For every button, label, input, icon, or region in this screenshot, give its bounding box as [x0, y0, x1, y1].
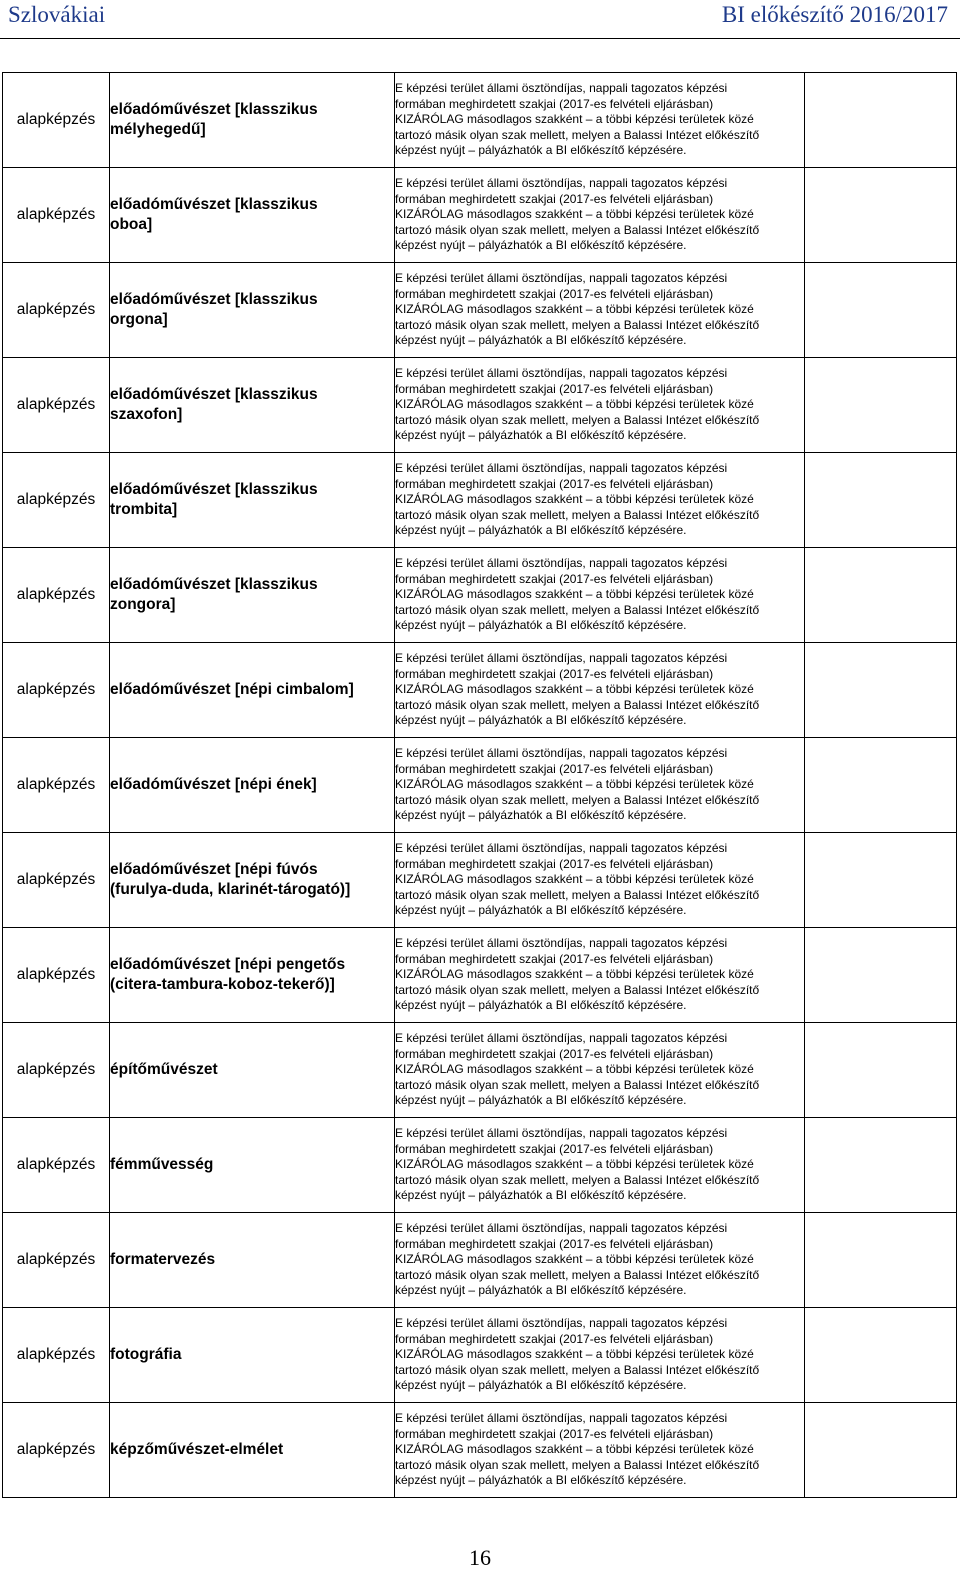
program-name-cell — [110, 358, 395, 453]
eligibility-note-line: formában meghirdetett szakjai (2017-es felvételi eljárásban) — [395, 951, 714, 966]
eligibility-note-line: képzést nyújt – pályázhatók a BI előkészítő képzésére. — [395, 998, 687, 1013]
table-row — [3, 453, 957, 548]
program-name-line: trombita] — [110, 501, 178, 518]
program-name-cell — [110, 928, 395, 1023]
eligibility-note-line: E képzési terület állami ösztöndíjas, nappali tagozatos képzési — [395, 1031, 728, 1046]
empty-cell — [805, 738, 957, 833]
empty-cell — [805, 1213, 957, 1308]
empty-cell — [805, 1023, 957, 1118]
eligibility-note-line: képzést nyújt – pályázhatók a BI előkészítő képzésére. — [395, 903, 687, 918]
program-name-cell — [110, 1403, 395, 1498]
eligibility-note-line: tartozó másik olyan szak mellett, melyen a Balassi Intézet előkészítő — [395, 317, 760, 332]
eligibility-note-line: formában meghirdetett szakjai (2017-es felvételi eljárásban) — [395, 286, 714, 301]
eligibility-note-line: formában meghirdetett szakjai (2017-es felvételi eljárásban) — [395, 856, 714, 871]
program-name-line: mélyhegedű] — [110, 121, 206, 138]
program-name-line: képzőművészet-elmélet — [110, 1441, 284, 1458]
eligibility-note-line: E képzési terület állami ösztöndíjas, nappali tagozatos képzési — [395, 746, 728, 761]
eligibility-note-line: KIZÁRÓLAG másodlagos szakként – a többi képzési területek közé — [395, 587, 754, 602]
program-name-line: előadóművészet [népi fúvós — [110, 861, 318, 878]
program-name-line: előadóművészet [népi ének] — [110, 776, 317, 793]
training-level-cell: alapképzés — [3, 1403, 110, 1498]
program-name-cell — [110, 738, 395, 833]
eligibility-note-line: E képzési terület állami ösztöndíjas, nappali tagozatos képzési — [395, 366, 728, 381]
table-row — [3, 1213, 957, 1308]
eligibility-note-line: képzést nyújt – pályázhatók a BI előkészítő képzésére. — [395, 1473, 687, 1488]
eligibility-note-line: E képzési terület állami ösztöndíjas, nappali tagozatos képzési — [395, 176, 728, 191]
program-name-line: előadóművészet [klasszikus — [110, 101, 318, 118]
eligibility-note-line: E képzési terület állami ösztöndíjas, nappali tagozatos képzési — [395, 1411, 728, 1426]
eligibility-note-line: KIZÁRÓLAG másodlagos szakként – a többi képzési területek közé — [395, 492, 754, 507]
eligibility-note-cell — [395, 453, 805, 548]
table-row — [3, 833, 957, 928]
eligibility-note-line: formában meghirdetett szakjai (2017-es felvételi eljárásban) — [395, 1141, 714, 1156]
training-level-cell: alapképzés — [3, 548, 110, 643]
eligibility-note-line: képzést nyújt – pályázhatók a BI előkészítő képzésére. — [395, 143, 687, 158]
eligibility-note-line: E képzési terület állami ösztöndíjas, nappali tagozatos képzési — [395, 556, 728, 571]
eligibility-note-line: tartozó másik olyan szak mellett, melyen a Balassi Intézet előkészítő — [395, 1362, 760, 1377]
header-right-title: BI előkészítő 2016/2017 — [721, 2, 948, 27]
eligibility-note-line: tartozó másik olyan szak mellett, melyen a Balassi Intézet előkészítő — [395, 127, 760, 142]
program-name-line: fotográfia — [110, 1346, 182, 1363]
program-name-line: előadóművészet [klasszikus — [110, 481, 318, 498]
eligibility-note-line: formában meghirdetett szakjai (2017-es felvételi eljárásban) — [395, 761, 714, 776]
program-name-cell — [110, 833, 395, 928]
training-level-cell: alapképzés — [3, 1308, 110, 1403]
empty-cell — [805, 358, 957, 453]
empty-cell — [805, 1118, 957, 1213]
program-name-line: formatervezés — [110, 1251, 216, 1268]
eligibility-note-line: tartozó másik olyan szak mellett, melyen a Balassi Intézet előkészítő — [395, 1172, 760, 1187]
training-level-cell: alapképzés — [3, 453, 110, 548]
program-name-cell — [110, 548, 395, 643]
table-row — [3, 928, 957, 1023]
empty-cell — [805, 1403, 957, 1498]
eligibility-note-line: formában meghirdetett szakjai (2017-es felvételi eljárásban) — [395, 1236, 714, 1251]
eligibility-note-line: KIZÁRÓLAG másodlagos szakként – a többi képzési területek közé — [395, 1157, 754, 1172]
eligibility-note-line: tartozó másik olyan szak mellett, melyen a Balassi Intézet előkészítő — [395, 602, 760, 617]
eligibility-note-cell — [395, 1023, 805, 1118]
empty-cell — [805, 643, 957, 738]
eligibility-note-line: KIZÁRÓLAG másodlagos szakként – a többi képzési területek közé — [395, 1347, 754, 1362]
program-name-line: oboa] — [110, 216, 153, 233]
table-row — [3, 358, 957, 453]
table-row — [3, 738, 957, 833]
empty-cell — [805, 453, 957, 548]
eligibility-note-line: formában meghirdetett szakjai (2017-es felvételi eljárásban) — [395, 476, 714, 491]
training-level-cell: alapképzés — [3, 1213, 110, 1308]
eligibility-note-line: KIZÁRÓLAG másodlagos szakként – a többi képzési területek közé — [395, 302, 754, 317]
eligibility-note-line: képzést nyújt – pályázhatók a BI előkészítő képzésére. — [395, 1093, 687, 1108]
program-name-cell — [110, 168, 395, 263]
program-name-line: építőművészet — [110, 1061, 218, 1078]
eligibility-note-line: KIZÁRÓLAG másodlagos szakként – a többi képzési területek közé — [395, 872, 754, 887]
training-level-cell: alapképzés — [3, 1023, 110, 1118]
program-name-line: orgona] — [110, 311, 168, 328]
program-name-line: előadóművészet [klasszikus — [110, 386, 318, 403]
eligibility-note-line: E képzési terület állami ösztöndíjas, nappali tagozatos képzési — [395, 271, 728, 286]
eligibility-note-line: formában meghirdetett szakjai (2017-es felvételi eljárásban) — [395, 571, 714, 586]
program-name-line: (citera-tambura-koboz-tekerő)] — [110, 976, 335, 993]
eligibility-note-line: képzést nyújt – pályázhatók a BI előkészítő képzésére. — [395, 1283, 687, 1298]
eligibility-note-cell — [395, 643, 805, 738]
eligibility-note-line: E képzési terület állami ösztöndíjas, nappali tagozatos képzési — [395, 81, 728, 96]
eligibility-note-cell — [395, 738, 805, 833]
eligibility-note-cell — [395, 548, 805, 643]
program-name-line: zongora] — [110, 596, 176, 613]
eligibility-note-line: KIZÁRÓLAG másodlagos szakként – a többi képzési területek közé — [395, 682, 754, 697]
program-name-cell — [110, 73, 395, 168]
eligibility-note-line: E képzési terület állami ösztöndíjas, nappali tagozatos képzési — [395, 1316, 728, 1331]
eligibility-note-line: formában meghirdetett szakjai (2017-es felvételi eljárásban) — [395, 666, 714, 681]
eligibility-note-line: formában meghirdetett szakjai (2017-es felvételi eljárásban) — [395, 191, 714, 206]
empty-cell — [805, 833, 957, 928]
training-level-cell: alapképzés — [3, 833, 110, 928]
table-row — [3, 1023, 957, 1118]
table-row — [3, 1403, 957, 1498]
program-name-line: előadóművészet [népi cimbalom] — [110, 681, 354, 698]
eligibility-note-line: tartozó másik olyan szak mellett, melyen a Balassi Intézet előkészítő — [395, 887, 760, 902]
page-number: 16 — [469, 1545, 491, 1570]
eligibility-note-line: képzést nyújt – pályázhatók a BI előkészítő képzésére. — [395, 523, 687, 538]
eligibility-note-line: KIZÁRÓLAG másodlagos szakként – a többi képzési területek közé — [395, 777, 754, 792]
programs-table-body — [3, 73, 957, 1498]
eligibility-note-line: KIZÁRÓLAG másodlagos szakként – a többi képzési területek közé — [395, 1442, 754, 1457]
eligibility-note-line: KIZÁRÓLAG másodlagos szakként – a többi képzési területek közé — [395, 1062, 754, 1077]
program-name-cell — [110, 1308, 395, 1403]
eligibility-note-line: formában meghirdetett szakjai (2017-es felvételi eljárásban) — [395, 381, 714, 396]
training-level-cell: alapképzés — [3, 643, 110, 738]
eligibility-note-cell — [395, 1403, 805, 1498]
empty-cell — [805, 168, 957, 263]
training-level-cell: alapképzés — [3, 358, 110, 453]
eligibility-note-line: képzést nyújt – pályázhatók a BI előkészítő képzésére. — [395, 428, 687, 443]
eligibility-note-cell — [395, 928, 805, 1023]
eligibility-note-line: KIZÁRÓLAG másodlagos szakként – a többi képzési területek közé — [395, 967, 754, 982]
eligibility-note-line: tartozó másik olyan szak mellett, melyen a Balassi Intézet előkészítő — [395, 1077, 760, 1092]
eligibility-note-cell — [395, 358, 805, 453]
training-level-cell: alapképzés — [3, 263, 110, 358]
programs-table — [2, 72, 957, 1498]
eligibility-note-line: tartozó másik olyan szak mellett, melyen a Balassi Intézet előkészítő — [395, 982, 760, 997]
eligibility-note-line: E képzési terület állami ösztöndíjas, nappali tagozatos képzési — [395, 1221, 728, 1236]
eligibility-note-line: formában meghirdetett szakjai (2017-es felvételi eljárásban) — [395, 1046, 714, 1061]
eligibility-note-line: képzést nyújt – pályázhatók a BI előkészítő képzésére. — [395, 333, 687, 348]
table-row — [3, 643, 957, 738]
eligibility-note-line: E képzési terület állami ösztöndíjas, nappali tagozatos képzési — [395, 936, 728, 951]
header-left-title: Szlovákiai — [8, 2, 106, 27]
program-name-line: előadóművészet [klasszikus — [110, 576, 318, 593]
eligibility-note-line: tartozó másik olyan szak mellett, melyen a Balassi Intézet előkészítő — [395, 222, 760, 237]
eligibility-note-line: formában meghirdetett szakjai (2017-es felvételi eljárásban) — [395, 96, 714, 111]
eligibility-note-line: képzést nyújt – pályázhatók a BI előkészítő képzésére. — [395, 1378, 687, 1393]
program-name-cell — [110, 453, 395, 548]
empty-cell — [805, 1308, 957, 1403]
eligibility-note-cell — [395, 168, 805, 263]
eligibility-note-line: formában meghirdetett szakjai (2017-es felvételi eljárásban) — [395, 1331, 714, 1346]
table-row — [3, 73, 957, 168]
eligibility-note-cell — [395, 1213, 805, 1308]
program-name-line: előadóművészet [népi pengetős — [110, 956, 346, 973]
program-name-cell — [110, 1118, 395, 1213]
training-level-cell: alapképzés — [3, 168, 110, 263]
program-name-line: előadóművészet [klasszikus — [110, 196, 318, 213]
training-level-cell: alapképzés — [3, 928, 110, 1023]
eligibility-note-cell — [395, 73, 805, 168]
eligibility-note-line: tartozó másik olyan szak mellett, melyen a Balassi Intézet előkészítő — [395, 792, 760, 807]
eligibility-note-line: E képzési terület állami ösztöndíjas, nappali tagozatos képzési — [395, 841, 728, 856]
eligibility-note-line: tartozó másik olyan szak mellett, melyen a Balassi Intézet előkészítő — [395, 412, 760, 427]
header-rule — [0, 38, 960, 39]
program-name-line: előadóművészet [klasszikus — [110, 291, 318, 308]
table-row — [3, 168, 957, 263]
eligibility-note-line: E képzési terület állami ösztöndíjas, nappali tagozatos képzési — [395, 1126, 728, 1141]
empty-cell — [805, 73, 957, 168]
program-name-cell — [110, 1023, 395, 1118]
eligibility-note-line: tartozó másik olyan szak mellett, melyen a Balassi Intézet előkészítő — [395, 697, 760, 712]
training-level-cell: alapképzés — [3, 1118, 110, 1213]
eligibility-note-line: formában meghirdetett szakjai (2017-es felvételi eljárásban) — [395, 1426, 714, 1441]
program-name-cell — [110, 643, 395, 738]
table-row — [3, 1118, 957, 1213]
eligibility-note-cell — [395, 1308, 805, 1403]
eligibility-note-line: tartozó másik olyan szak mellett, melyen a Balassi Intézet előkészítő — [395, 1457, 760, 1472]
empty-cell — [805, 928, 957, 1023]
eligibility-note-line: E képzési terület állami ösztöndíjas, nappali tagozatos képzési — [395, 651, 728, 666]
eligibility-note-line: képzést nyújt – pályázhatók a BI előkészítő képzésére. — [395, 238, 687, 253]
eligibility-note-cell — [395, 1118, 805, 1213]
eligibility-note-line: tartozó másik olyan szak mellett, melyen a Balassi Intézet előkészítő — [395, 507, 760, 522]
training-level-cell: alapképzés — [3, 738, 110, 833]
eligibility-note-line: tartozó másik olyan szak mellett, melyen a Balassi Intézet előkészítő — [395, 1267, 760, 1282]
program-name-line: szaxofon] — [110, 406, 183, 423]
program-name-line: fémművesség — [110, 1156, 214, 1173]
eligibility-note-cell — [395, 263, 805, 358]
empty-cell — [805, 263, 957, 358]
eligibility-note-line: KIZÁRÓLAG másodlagos szakként – a többi képzési területek közé — [395, 397, 754, 412]
eligibility-note-line: KIZÁRÓLAG másodlagos szakként – a többi képzési területek közé — [395, 207, 754, 222]
empty-cell — [805, 548, 957, 643]
training-level-cell: alapképzés — [3, 73, 110, 168]
eligibility-note-line: képzést nyújt – pályázhatók a BI előkészítő képzésére. — [395, 1188, 687, 1203]
eligibility-note-line: KIZÁRÓLAG másodlagos szakként – a többi képzési területek közé — [395, 112, 754, 127]
table-row — [3, 548, 957, 643]
eligibility-note-cell — [395, 833, 805, 928]
table-row — [3, 1308, 957, 1403]
eligibility-note-line: KIZÁRÓLAG másodlagos szakként – a többi képzési területek közé — [395, 1252, 754, 1267]
program-name-cell — [110, 1213, 395, 1308]
program-name-cell — [110, 263, 395, 358]
table-row — [3, 263, 957, 358]
eligibility-note-line: képzést nyújt – pályázhatók a BI előkészítő képzésére. — [395, 808, 687, 823]
eligibility-note-line: E képzési terület állami ösztöndíjas, nappali tagozatos képzési — [395, 461, 728, 476]
program-name-line: (furulya-duda, klarinét-tárogató)] — [110, 881, 351, 898]
eligibility-note-line: képzést nyújt – pályázhatók a BI előkészítő képzésére. — [395, 618, 687, 633]
eligibility-note-line: képzést nyújt – pályázhatók a BI előkészítő képzésére. — [395, 713, 687, 728]
